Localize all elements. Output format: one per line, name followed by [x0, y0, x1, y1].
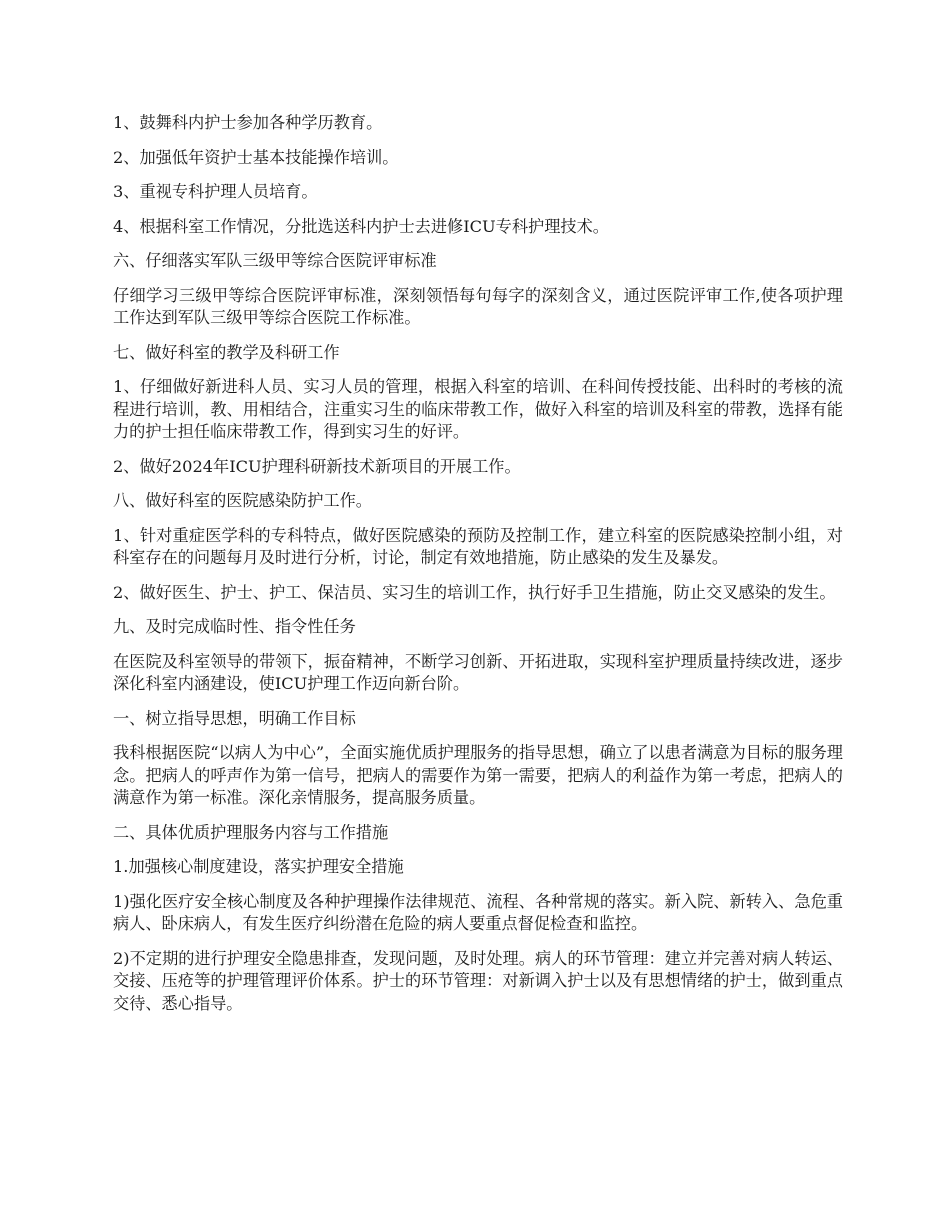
- body-paragraph: 2、做好2024年ICU护理科研新技术新项目的开展工作。: [113, 456, 521, 476]
- body-paragraph: 1、仔细做好新进科人员、实习人员的管理，根据入科室的培训、在科间传授技能、出科时的考核的流程进行培训，教、用相结合，注重实习生的临床带教工作，做好入科室的培训及科室的带教，选择有能力的护士担任临床带教工作，得到实习生的好评。: [113, 377, 843, 441]
- section-heading-2: 二、具体优质护理服务内容与工作措施: [113, 822, 389, 842]
- body-paragraph: 我科根据医院“以病人为中心”，全面实施优质护理服务的指导思想，确立了以患者满意为目标的服务理念。把病人的呼声作为第一信号，把病人的需要作为第一需要，把病人的利益作为第一考虑，把病人的满意作为第一标准。深化亲情服务，提高服务质量。: [113, 743, 843, 807]
- list-item-2: 2、加强低年资护士基本技能操作培训。: [113, 147, 399, 167]
- list-item-3: 3、重视专科护理人员培育。: [113, 182, 318, 201]
- body-paragraph: 1、针对重症医学科的专科特点，做好医院感染的预防及控制工作，建立科室的医院感染控制小组，对科室存在的问题每月及时进行分析，讨论，制定有效地措施，防止感染的发生及暴发。: [113, 525, 843, 567]
- list-item-1: 1、鼓舞科内护士参加各种学历教育。: [113, 113, 383, 132]
- section-heading-7: 七、做好科室的教学及科研工作: [113, 342, 340, 362]
- body-paragraph: 2)不定期的进行护理安全隐患排查，发现问题，及时处理。病人的环节管理：建立并完善对病人转运、交接、压疮等的护理管理评价体系。护士的环节管理：对新调入护士以及有思想情绪的护士，做到重点交待、悉心指导。: [113, 948, 843, 1013]
- section-heading-1: 一、树立指导思想，明确工作目标: [113, 708, 356, 728]
- body-paragraph: 1)强化医疗安全核心制度及各种护理操作法律规范、流程、各种常规的落实。新入院、新转入、急危重病人、卧床病人，有发生医疗纠纷潜在危险的病人要重点督促检查和监控。: [113, 891, 843, 933]
- body-paragraph: 2、做好医生、护士、护工、保洁员、实习生的培训工作，执行好手卫生措施，防止交叉感染的发生。: [113, 582, 836, 602]
- document-body: [113, 112, 843, 1027]
- section-heading-8: 八、做好科室的医院感染防护工作。: [113, 491, 372, 510]
- body-paragraph: 在医院及科室领导的带领下，振奋精神，不断学习创新、开拓进取，实现科室护理质量持续改进，逐步深化科室内涵建设，使ICU护理工作迈向新台阶。: [113, 651, 843, 693]
- list-item-4: 4、根据科室工作情况，分批选送科内护士去进修ICU专科护理技术。: [113, 216, 609, 236]
- section-heading-9: 九、及时完成临时性、指令性任务: [113, 617, 356, 636]
- body-paragraph: 仔细学习三级甲等综合医院评审标准，深刻领悟每句每字的深刻含义，通过医院评审工作,使各项护理工作达到军队三级甲等综合医院工作标准。: [113, 285, 843, 327]
- sub-heading: 1.加强核心制度建设，落实护理安全措施: [113, 857, 404, 876]
- section-heading-6: 六、仔细落实军队三级甲等综合医院评审标准: [113, 251, 437, 270]
